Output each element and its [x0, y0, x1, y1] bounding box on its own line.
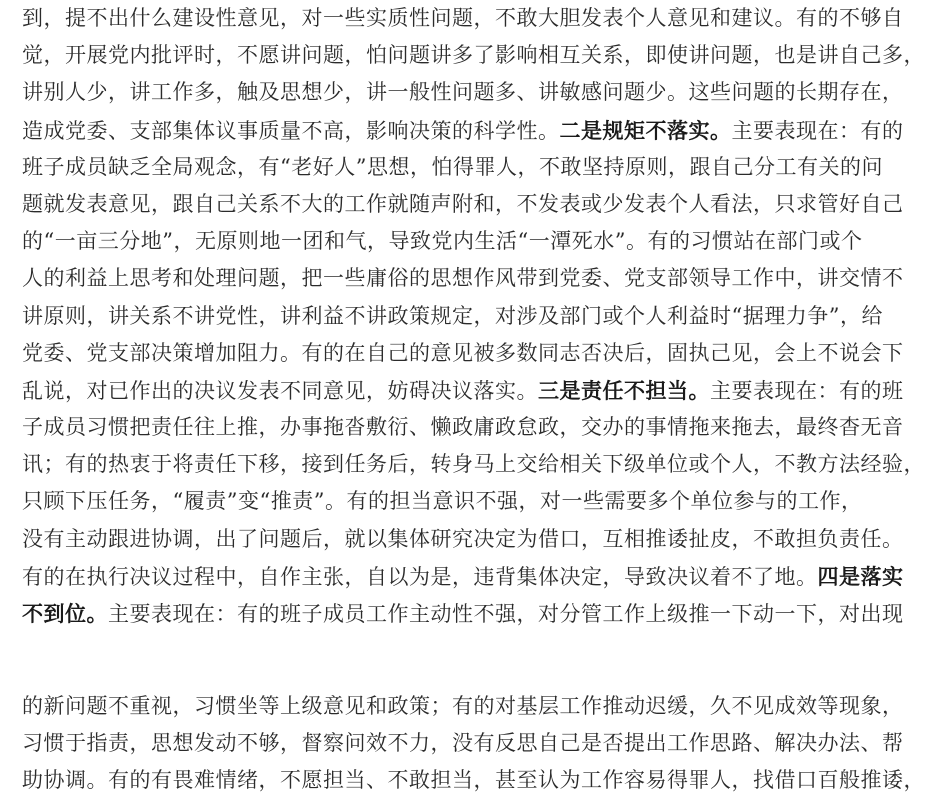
bold-heading-text: 三是责任不担当。 [538, 377, 710, 403]
body-text: 题就发表意见，跟自己关系不大的工作就随声附和，不发表或少发表个人看法，只求管好自己 [22, 191, 904, 216]
body-text: 助协调。有的有畏难情绪，不愿担当、不敢担当，甚至认为工作容易得罪人，找借口百般推诿， [22, 768, 925, 793]
text-line [22, 595, 904, 632]
body-text: 造成党委、支部集体议事质量不高，影响决策的科学性。 [22, 118, 560, 143]
bold-heading-text: 四是落实 [817, 563, 904, 589]
text-line [22, 74, 904, 111]
body-text: 讯；有的热衷于将责任下移，接到任务后，转身马上交给相关下级单位或个人，不教方法经验， [22, 452, 925, 477]
text-line [22, 521, 904, 558]
paragraph-bottom [22, 688, 925, 800]
body-text: 有的在执行决议过程中，自作主张，自以为是，违背集体决定，导致决议着不了地。 [22, 564, 818, 589]
body-text: 只顾下压任务，“履责”变“推责”。有的担当意识不强，对一些需要多个单位参与的工作， [22, 489, 863, 514]
body-text: 主要表现在：有的班子成员工作主动性不强，对分管工作上级推一下动一下，对出现 [108, 602, 904, 626]
bold-heading-text: 二是规矩不落实。 [559, 117, 732, 143]
body-text: 讲原则，讲关系不讲党性，讲利益不讲政策规定，对涉及部门或个人利益时“据理力争”，给 [22, 303, 883, 328]
text-line [22, 298, 883, 335]
text-line [22, 37, 925, 74]
body-text: 主要表现在：有的 [731, 118, 904, 143]
text-line [22, 112, 904, 149]
body-text: 党委、党支部决策增加阻力。有的在自己的意见被多数同志否决后，固执己见，会上不说会下 [22, 340, 904, 365]
text-line [22, 558, 904, 595]
body-text: 习惯于指责，思想发动不够，督察问效不力，没有反思自己是否提出工作思路、解决办法、帮 [22, 731, 904, 756]
text-line [22, 762, 925, 799]
text-line [22, 372, 904, 409]
body-text: 子成员习惯把责任往上推，办事拖沓敷衍、懒政庸政怠政，交办的事情拖来拖去，最终杳无音 [22, 415, 904, 440]
body-text: 班子成员缺乏全局观念，有“老好人”思想，怕得罪人，不敢坚持原则，跟自己分工有关的问 [22, 154, 883, 179]
body-text: 的“一亩三分地”，无原则地一团和气，导致党内生活“一潭死水”。有的习惯站在部门或个 [22, 229, 863, 254]
text-line [22, 688, 904, 725]
text-line [22, 149, 883, 186]
text-line [22, 446, 925, 483]
body-text: 主要表现在：有的班 [710, 378, 904, 403]
text-line [22, 335, 904, 372]
body-text: 没有主动跟进协调，出了问题后，就以集体研究决定为借口，互相推诿扯皮，不敢担负责任。 [22, 526, 904, 551]
text-line [22, 260, 904, 297]
body-text: 到，提不出什么建设性意见，对一些实质性问题，不敢大胆发表个人意见和建议。有的不够自 [22, 6, 904, 30]
paragraph-top [22, 0, 925, 632]
text-line [22, 223, 863, 260]
text-line [22, 186, 904, 223]
body-text: 觉，开展党内批评时，不愿讲问题，怕问题讲多了影响相互关系，即使讲问题，也是讲自己多， [22, 43, 925, 68]
text-line [22, 409, 904, 446]
body-text: 乱说，对已作出的决议发表不同意见，妨碍决议落实。 [22, 378, 538, 403]
text-line [22, 725, 904, 762]
text-line [22, 0, 904, 37]
body-text: 人的利益上思考和处理问题，把一些庸俗的思想作风带到党委、党支部领导工作中，讲交情不 [22, 266, 904, 291]
body-text: 的新问题不重视，习惯坐等上级意见和政策；有的对基层工作推动迟缓，久不见成效等现象， [22, 694, 904, 718]
body-text: 讲别人少，讲工作多，触及思想少，讲一般性问题多、讲敏感问题少。这些问题的长期存在， [22, 80, 904, 105]
text-line [22, 483, 863, 520]
bold-heading-text: 不到位。 [22, 601, 108, 626]
